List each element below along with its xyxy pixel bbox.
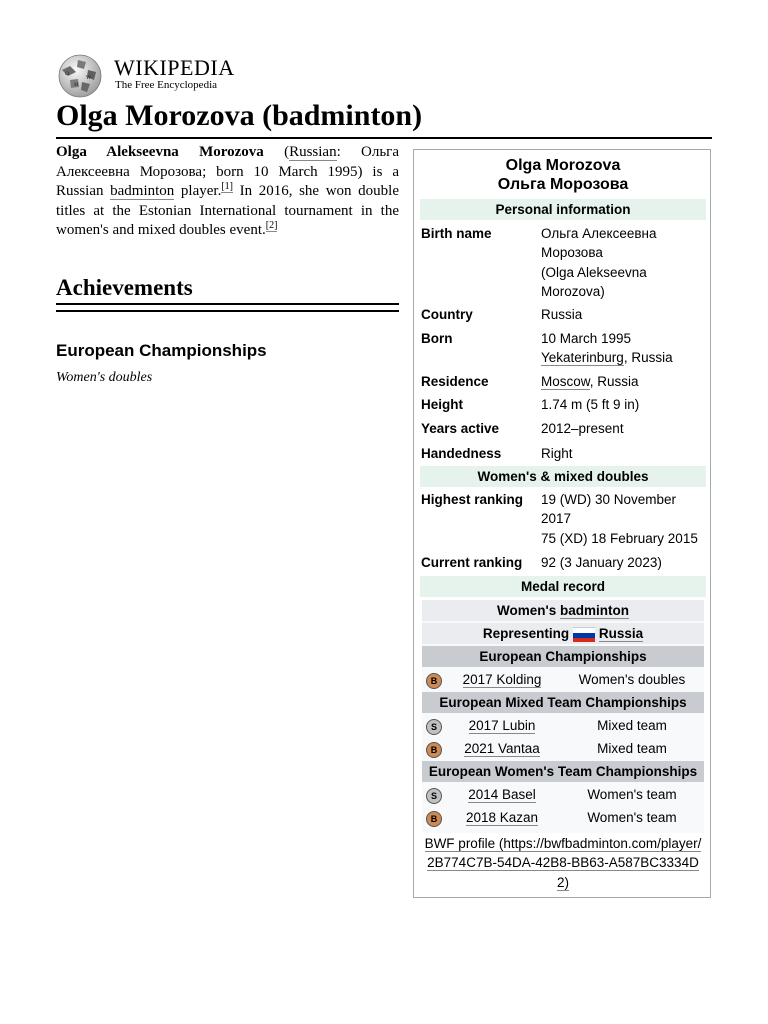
medal-group-title: European Championships — [422, 646, 704, 667]
moscow-link[interactable]: Moscow — [541, 374, 590, 389]
silver-medal-icon: S — [426, 719, 442, 735]
subject-name: Olga Alekseevna Morozova — [56, 144, 264, 160]
silver-medal-icon: S — [426, 788, 442, 804]
highest-ranking-value — [541, 490, 709, 548]
medal-record-header: Medal record — [420, 576, 706, 597]
doubles-header: Women's & mixed doubles — [420, 466, 706, 487]
years-active-value: 2012–present — [541, 421, 624, 436]
representing-label: Representing — [482, 626, 573, 641]
svg-text:Ω: Ω — [65, 71, 70, 77]
event-link[interactable]: 2014 Basel — [468, 787, 536, 802]
representing-row — [422, 623, 704, 644]
country-label: Country — [421, 307, 473, 322]
bwf-profile-line[interactable]: BWF profile (https://bwfbadminton.com/player/ — [424, 836, 702, 851]
badminton-link[interactable]: badminton — [110, 183, 175, 200]
bronze-medal-icon: B — [426, 811, 442, 827]
medal-event — [452, 738, 552, 759]
medal-group-title: European Women's Team Championships — [422, 761, 704, 782]
residence-value — [541, 372, 709, 391]
title-divider — [56, 137, 712, 139]
event-link[interactable]: 2017 Kolding — [462, 672, 542, 687]
medal-sport-prefix: Women's — [497, 603, 560, 618]
medal-event — [452, 715, 552, 736]
residence-rest: , Russia — [589, 374, 639, 389]
medal-category: Women's doubles — [578, 672, 686, 687]
medal-event — [452, 807, 552, 828]
medal-category: Mixed team — [597, 741, 667, 756]
reference-1-link[interactable]: [1] — [221, 181, 233, 193]
infobox-name-latin: Olga Morozova — [505, 157, 621, 174]
lead-text: player. — [174, 183, 222, 200]
handedness-label: Handedness — [421, 446, 502, 461]
yekaterinburg-link[interactable]: Yekaterinburg — [541, 350, 624, 366]
birth-place-rest: , Russia — [623, 350, 673, 366]
years-active-label: Years active — [421, 421, 500, 436]
lead-text: In 2016, she won double titles at the Estonian International tournament in the women's and mixed doubles event. — [56, 183, 399, 239]
residence-label: Residence — [421, 374, 489, 389]
bwf-profile-line[interactable]: 2) — [556, 874, 569, 890]
born-label: Born — [421, 331, 453, 346]
lead-text: ( — [263, 144, 290, 160]
highest-ranking-line: 2017 — [541, 511, 572, 527]
birth-date: 10 March 1995 — [541, 331, 632, 346]
reference-2-link[interactable]: [2] — [265, 220, 278, 232]
svg-text:И: И — [74, 82, 79, 88]
event-link[interactable]: 2018 Kazan — [465, 810, 539, 825]
highest-ranking-line: 19 (WD) 30 November — [541, 492, 677, 507]
achievements-heading: Achievements — [56, 275, 193, 300]
birth-name-line: Морозова — [541, 245, 603, 261]
birth-name-label: Birth name — [421, 226, 492, 241]
personal-information-header: Personal information — [420, 199, 706, 220]
russian-language-link[interactable]: Russian — [289, 144, 337, 160]
bronze-medal-icon: B — [426, 673, 442, 689]
current-ranking-label: Current ranking — [421, 555, 523, 570]
event-link[interactable]: 2021 Vantaa — [464, 741, 540, 756]
highest-ranking-line: 75 (XD) 18 February 2015 — [541, 530, 698, 546]
event-link[interactable]: 2017 Lubin — [468, 718, 536, 733]
bwf-profile-line[interactable]: 2B774C7B-54DA-42B8-BB63-A587BC3334D — [427, 855, 699, 871]
section-divider — [56, 303, 399, 305]
russia-flag-icon — [573, 627, 595, 641]
height-label: Height — [421, 397, 463, 412]
european-championships-heading: European Championships — [56, 341, 267, 360]
handedness-value: Right — [541, 446, 573, 461]
birth-name-value — [541, 224, 709, 302]
womens-doubles-caption: Women's doubles — [56, 370, 153, 385]
medal-event — [452, 669, 552, 690]
wikipedia-logo[interactable] — [56, 54, 256, 98]
birth-name-line: (Olga Alekseevna — [541, 264, 647, 280]
birth-name-line: Ольга Алексеевна — [541, 226, 657, 241]
height-value: 1.74 m (5 ft 9 in) — [541, 397, 640, 412]
medal-event — [452, 784, 552, 805]
wikipedia-globe-icon — [56, 54, 104, 98]
lead-paragraph — [56, 143, 399, 241]
infobox-name-cyrillic: Ольга Морозова — [497, 176, 629, 193]
medal-badminton-link[interactable]: badminton — [559, 603, 629, 618]
born-value — [541, 329, 709, 368]
medal-category: Women's team — [587, 810, 677, 825]
birth-name-line: Morozova) — [541, 284, 605, 300]
section-divider — [56, 310, 399, 312]
svg-text:W: W — [86, 75, 92, 81]
logo-tagline: The Free Encyclopedia — [115, 79, 218, 91]
country-value: Russia — [541, 307, 583, 322]
bwf-profile-link[interactable] — [414, 834, 712, 892]
infobox — [413, 149, 711, 898]
bronze-medal-icon: B — [426, 742, 442, 758]
current-ranking-value: 92 (3 January 2023) — [541, 555, 662, 570]
medal-category: Mixed team — [597, 718, 667, 733]
page-title: Olga Morozova (badminton) — [56, 99, 423, 132]
medal-sport-row — [422, 600, 704, 621]
medal-group-title: European Mixed Team Championships — [422, 692, 704, 713]
highest-ranking-label: Highest ranking — [421, 492, 524, 507]
medal-category: Women's team — [587, 787, 677, 802]
lead-text: : Ольга Алексеевна Морозова; born 10 March 1995) is a Russian — [56, 144, 399, 200]
russia-link[interactable]: Russia — [598, 626, 644, 641]
medal-record-table — [422, 600, 704, 833]
infobox-name — [414, 156, 712, 194]
logo-wordmark: WIKIPEDIA — [114, 55, 235, 80]
